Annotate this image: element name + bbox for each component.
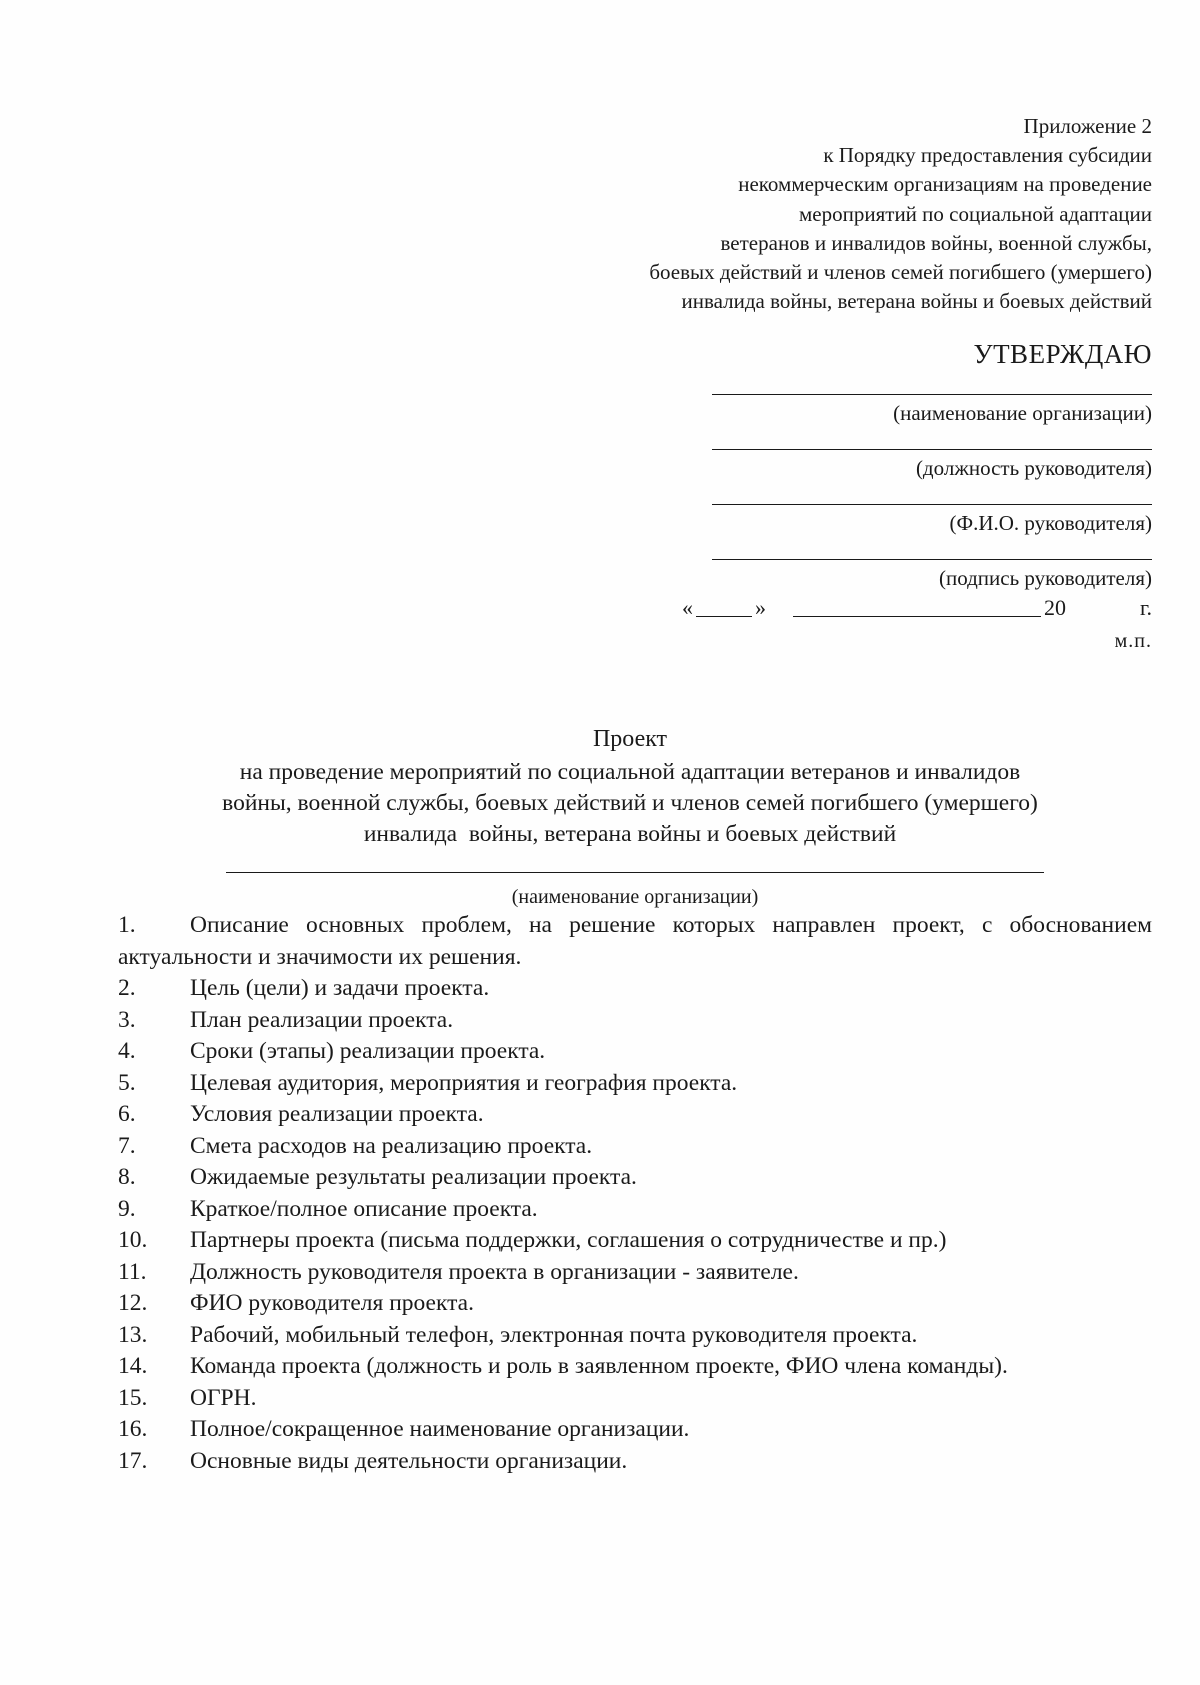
list-item xyxy=(118,1036,1152,1068)
item-text: Ожидаемые результаты реализации проекта. xyxy=(190,1164,637,1190)
approval-block xyxy=(682,338,1152,654)
signature-field-signature xyxy=(682,559,1152,592)
list-item xyxy=(118,1351,1152,1383)
item-text: Сроки (этапы) реализации проекта. xyxy=(190,1038,546,1064)
appendix-line: к Порядку предоставления субсидии xyxy=(823,143,1152,168)
close-quote: » xyxy=(755,595,766,620)
appendix-line: боевых действий и членов семей погибшего (умершего) xyxy=(649,260,1152,285)
organization-caption: (наименование организации) xyxy=(511,886,759,908)
item-number: 13. xyxy=(118,1321,148,1348)
day-blank xyxy=(696,616,752,617)
item-text: Команда проекта (должность и роль в заявленном проекте, ФИО члена команды). xyxy=(190,1353,1008,1379)
list-item xyxy=(118,1162,1152,1194)
item-text: Условия реализации проекта. xyxy=(190,1101,484,1127)
blank-line xyxy=(712,559,1152,560)
appendix-line: ветеранов и инвалидов войны, военной службы, xyxy=(720,230,1152,255)
date-field xyxy=(682,594,1152,624)
item-text: Должность руководителя проекта в организации - заявителе. xyxy=(190,1258,799,1285)
item-text: Полное/сокращенное наименование организации. xyxy=(190,1416,690,1442)
item-text: Рабочий, мобильный телефон, электронная почта руководителя проекта. xyxy=(190,1321,918,1348)
list-item xyxy=(118,1194,1152,1226)
year-prefix: 20 xyxy=(1044,595,1066,620)
list-item xyxy=(118,1414,1152,1446)
item-number: 6. xyxy=(118,1101,136,1127)
field-caption: (должность руководителя) xyxy=(915,456,1152,480)
appendix-line: инвалида войны, ветерана войны и боевых действий xyxy=(681,289,1152,314)
list-item xyxy=(118,1225,1152,1257)
item-text: Целевая аудитория, мероприятия и география проекта. xyxy=(190,1069,738,1096)
item-number: 10. xyxy=(118,1227,148,1253)
project-sections-list xyxy=(118,910,1152,1477)
list-item xyxy=(118,1099,1152,1131)
item-number: 2. xyxy=(118,975,136,1001)
item-text: Описание основных проблем, на решение которых направлен проект, с обоснованием актуальности и значимости их решения. xyxy=(118,912,1152,970)
stamp-place: м.п. xyxy=(1114,630,1152,652)
list-item xyxy=(118,1068,1152,1100)
item-number: 5. xyxy=(118,1069,136,1096)
field-caption: (Ф.И.О. руководителя) xyxy=(949,511,1152,535)
list-item xyxy=(118,1288,1152,1320)
list-item xyxy=(118,1320,1152,1352)
item-text: Партнеры проекта (письма поддержки, соглашения о сотрудничестве и пр.) xyxy=(190,1227,947,1253)
item-text: ФИО руководителя проекта. xyxy=(190,1290,474,1316)
item-number: 17. xyxy=(118,1447,148,1474)
list-item xyxy=(118,1131,1152,1163)
list-item xyxy=(118,1383,1152,1415)
item-text: ОГРН. xyxy=(190,1384,257,1411)
item-text: Смета расходов на реализацию проекта. xyxy=(190,1132,593,1159)
item-number: 16. xyxy=(118,1416,148,1442)
item-number: 4. xyxy=(118,1038,136,1064)
item-text: Основные виды деятельности организации. xyxy=(190,1447,628,1474)
project-subtitle-line: войны, военной службы, боевых действий и членов семей погибшего (умершего) xyxy=(222,790,1038,816)
project-subtitle-line: на проведение мероприятий по социальной адаптации ветеранов и инвалидов xyxy=(239,759,1021,785)
month-blank xyxy=(793,616,1041,617)
field-caption: (наименование организации) xyxy=(893,401,1152,425)
open-quote: « xyxy=(682,595,693,620)
item-number: 3. xyxy=(118,1006,136,1033)
appendix-header xyxy=(512,112,1152,316)
organization-blank-line xyxy=(226,872,1044,873)
list-item xyxy=(118,973,1152,1005)
list-item xyxy=(118,1257,1152,1289)
signature-field-organization xyxy=(682,394,1152,427)
project-title-block xyxy=(130,724,1130,850)
item-text: План реализации проекта. xyxy=(190,1006,454,1033)
list-item xyxy=(118,1446,1152,1478)
item-number: 12. xyxy=(118,1290,148,1316)
appendix-line: некоммерческим организациям на проведение xyxy=(738,172,1152,197)
item-number: 11. xyxy=(118,1258,147,1285)
approval-title: УТВЕРЖДАЮ xyxy=(973,339,1152,369)
blank-line xyxy=(712,394,1152,395)
item-number: 9. xyxy=(118,1195,136,1222)
year-suffix: г. xyxy=(1139,595,1152,620)
appendix-line: Приложение 2 xyxy=(1023,114,1152,138)
item-number: 14. xyxy=(118,1353,148,1379)
blank-line xyxy=(712,504,1152,505)
item-number: 1. xyxy=(118,912,136,938)
appendix-line: мероприятий по социальной адаптации xyxy=(799,201,1152,226)
list-item xyxy=(118,910,1152,973)
signature-field-position xyxy=(682,449,1152,482)
signature-field-name xyxy=(682,504,1152,537)
item-number: 8. xyxy=(118,1164,136,1190)
list-item xyxy=(118,1005,1152,1037)
item-number: 15. xyxy=(118,1384,148,1411)
item-number: 7. xyxy=(118,1132,136,1159)
blank-line xyxy=(712,449,1152,450)
item-text: Краткое/полное описание проекта. xyxy=(190,1195,538,1222)
item-text: Цель (цели) и задачи проекта. xyxy=(190,975,490,1001)
field-caption: (подпись руководителя) xyxy=(938,566,1152,590)
project-heading: Проект xyxy=(592,726,668,752)
project-subtitle-line: инвалида войны, ветерана войны и боевых действий xyxy=(363,821,897,847)
